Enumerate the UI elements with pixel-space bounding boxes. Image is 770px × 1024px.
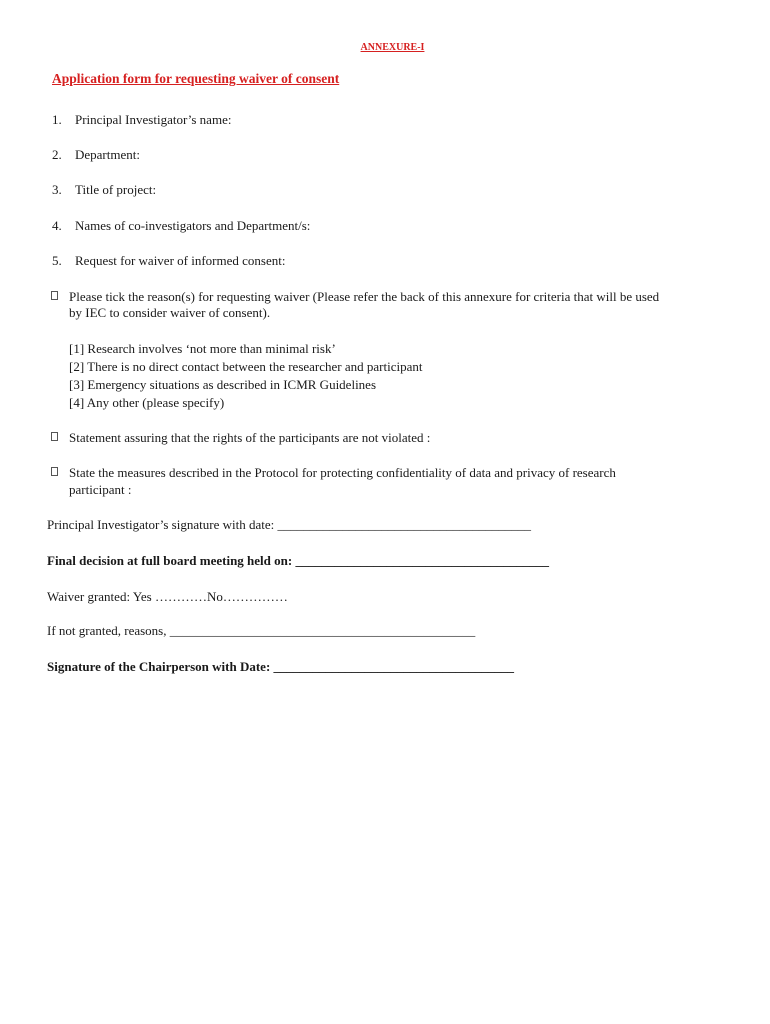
bullet-box-icon (51, 291, 58, 300)
item-label: Names of co-investigators and Department/s: (75, 218, 311, 233)
item-label: Request for waiver of informed consent: (75, 253, 286, 268)
item-number: 4. (52, 218, 62, 233)
chairperson-signature-line: Signature of the Chairperson with Date: _____________________________________ (47, 659, 515, 674)
pi-signature-line: Principal Investigator’s signature with date: _______________________________________ (47, 517, 531, 532)
item-label: Principal Investigator’s name: (75, 112, 232, 127)
reason-option-1: [1] Research involves ‘not more than minimal risk’ (69, 341, 336, 356)
item-number: 3. (52, 182, 62, 197)
annexure-label: ANNEXURE-I (360, 42, 425, 53)
bullet-text-line-2: by IEC to consider waiver of consent). (69, 305, 271, 320)
form-title: Application form for requesting waiver of consent (52, 71, 340, 86)
bullet-measures-cont (69, 482, 131, 498)
reason-option-3: [3] Emergency situations as described in ICMR Guidelines (69, 377, 377, 392)
not-granted-reasons-line: If not granted, reasons, _______________________________________________ (47, 623, 476, 638)
bullet-box-icon (51, 467, 58, 476)
item-number: 1. (52, 112, 62, 127)
item-label: Title of project: (75, 182, 157, 197)
reason-option-4: [4] Any other (please specify) (69, 395, 225, 410)
final-decision-line: Final decision at full board meeting held on: _______________________________________ (47, 553, 549, 568)
bullet-box-icon (51, 432, 58, 441)
item-number: 2. (52, 147, 62, 162)
reason-option-2: [2] There is no direct contact between the researcher and participant (69, 359, 423, 374)
bullet-text-line-1: Please tick the reason(s) for requesting waiver (Please refer the back of this annexure for criteria that will be used (69, 289, 660, 304)
waiver-granted-line: Waiver granted: Yes …………No…………… (47, 589, 288, 604)
bullet-text-line-2: participant : (69, 482, 132, 497)
bullet-text: Statement assuring that the rights of the participants are not violated : (69, 430, 431, 445)
item-number: 5. (52, 253, 62, 268)
bullet-text-line-1: State the measures described in the Protocol for protecting confidentiality of data and privacy of research (69, 465, 616, 480)
bullet-tick-reason-cont (69, 305, 270, 321)
item-label: Department: (75, 147, 140, 162)
